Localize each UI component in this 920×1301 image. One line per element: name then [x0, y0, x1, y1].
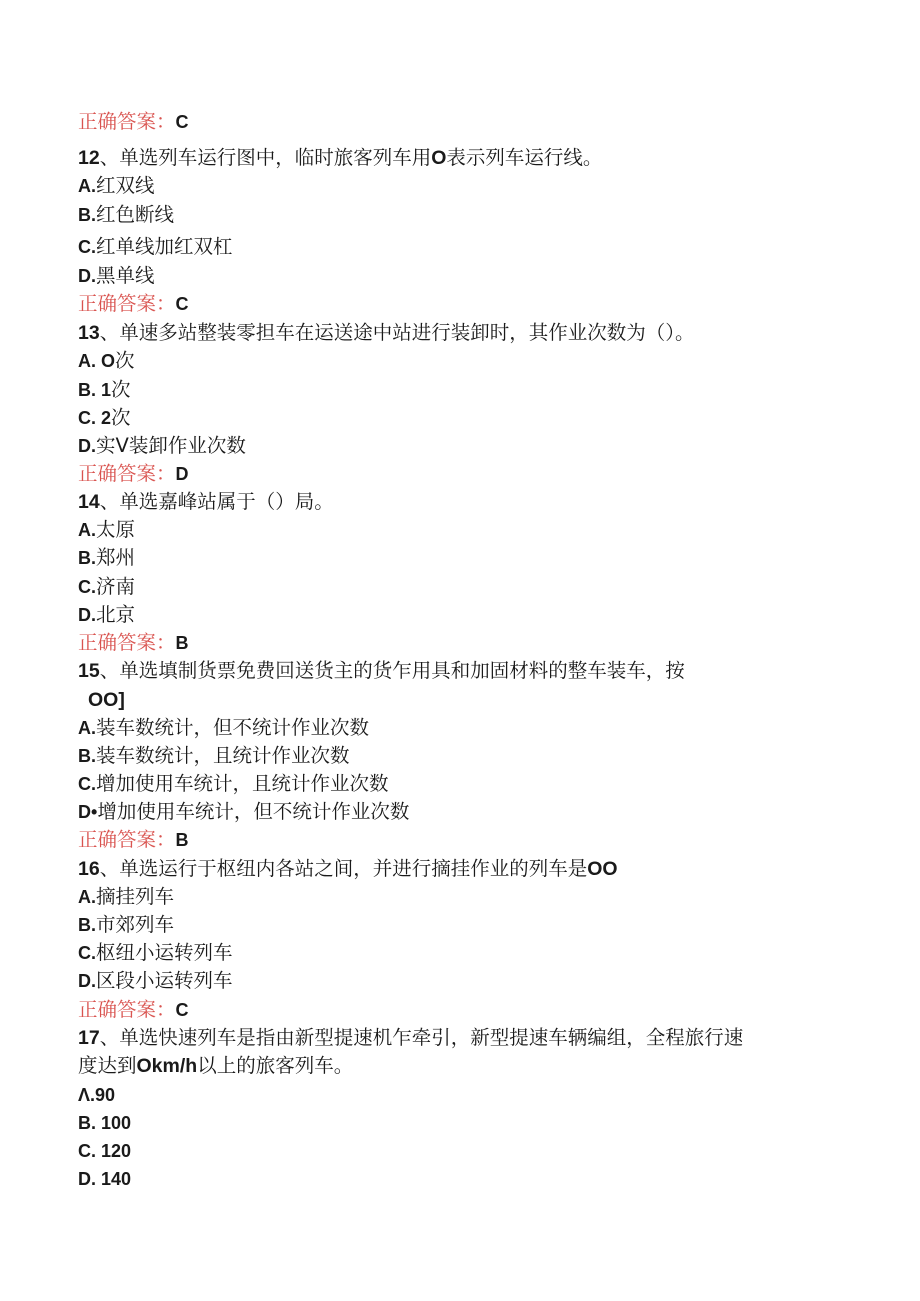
option-text: 黑单线: [96, 264, 155, 287]
option-letter: B.: [78, 746, 96, 766]
option-text: 红单线加红双杠: [96, 235, 233, 258]
option-b: [78, 912, 174, 938]
option-letter: D.: [78, 605, 96, 625]
option-text: 红双线: [96, 174, 155, 197]
option-b: [78, 743, 350, 769]
option-text: 实V装卸作业次数: [96, 434, 246, 457]
question-number: 17: [78, 1027, 100, 1049]
option-text: 太原: [96, 518, 136, 541]
option-letter: D. 140: [78, 1169, 132, 1189]
option-letter: C.: [78, 943, 96, 963]
question-continuation: [88, 687, 125, 713]
option-letter: C.: [78, 237, 96, 257]
answer-line: [78, 461, 189, 487]
question-number: 15: [78, 660, 100, 682]
question-12: [78, 145, 602, 171]
option-c: [78, 234, 233, 260]
option-letter: D.: [78, 971, 96, 991]
question-13: [78, 320, 694, 346]
answer-line: [78, 630, 189, 656]
question-17: [78, 1025, 743, 1051]
option-letter: B.: [78, 548, 96, 568]
option-letter: C.: [78, 577, 96, 597]
question-text: 、单速多站整装零担车在运送途中站进行装卸时，其作业次数为（）。: [99, 321, 695, 344]
option-d: [78, 263, 155, 289]
option-c: [78, 1138, 131, 1164]
option-letter: Λ.90: [78, 1085, 116, 1105]
option-text: 区段小运转列车: [96, 969, 233, 992]
option-c: [78, 771, 389, 797]
option-text: 红色断线: [96, 203, 175, 226]
option-text: 增加使用车统计，但不统计作业次数: [97, 800, 410, 823]
answer-line: [78, 997, 189, 1023]
option-text: 次: [111, 378, 131, 401]
question-number: 13: [78, 322, 100, 344]
answer-value: B: [175, 830, 189, 850]
option-text: 市郊列车: [96, 913, 175, 936]
question-text: 、单选列车运行图中，临时旅客列车用: [99, 146, 432, 169]
answer-label: 正确答案：: [78, 110, 176, 133]
option-letter: A.: [78, 520, 96, 540]
option-text: 郑州: [96, 546, 136, 569]
question-blank: O: [431, 147, 447, 169]
option-b: [78, 377, 131, 403]
answer-line: [78, 827, 189, 853]
question-15: [78, 658, 685, 684]
answer-label: 正确答案：: [78, 631, 176, 654]
answer-label: 正确答案：: [78, 292, 176, 315]
option-letter: A.: [78, 176, 96, 196]
option-a: [78, 884, 174, 910]
answer-value: D: [175, 464, 189, 484]
answer-line: [78, 291, 189, 317]
answer-label: 正确答案：: [78, 998, 176, 1021]
option-text: 次: [115, 349, 135, 372]
question-text: 、单选运行于枢纽内各站之间，并进行摘挂作业的列车是: [99, 857, 588, 880]
answer-value: B: [175, 633, 189, 653]
option-text: 增加使用车统计，且统计作业次数: [96, 772, 389, 795]
option-d: [78, 968, 233, 994]
answer-value: C: [175, 1000, 189, 1020]
option-letter: D.: [78, 436, 96, 456]
option-b: [78, 1110, 131, 1136]
option-b: [78, 202, 174, 228]
option-letter: C.: [78, 774, 96, 794]
option-text: 摘挂列车: [96, 885, 175, 908]
option-text: 济南: [96, 575, 136, 598]
option-d: [78, 433, 246, 459]
option-a: [78, 517, 135, 543]
option-letter: A. O: [78, 351, 116, 371]
option-b: [78, 545, 135, 571]
option-letter: C. 2: [78, 408, 112, 428]
question-16: [78, 856, 618, 882]
option-d: [78, 1166, 131, 1192]
answer-line: [78, 109, 189, 135]
option-a: [78, 715, 369, 741]
question-text-head: 度达到: [78, 1054, 137, 1077]
question-number: 12: [78, 147, 100, 169]
answer-label: 正确答案：: [78, 828, 176, 851]
option-letter: C. 120: [78, 1141, 132, 1161]
option-letter: A.: [78, 887, 96, 907]
option-c: [78, 405, 131, 431]
answer-value: C: [175, 112, 189, 132]
question-text-tail: 以上的旅客列车。: [197, 1054, 354, 1077]
question-continuation: [78, 1053, 353, 1079]
option-text: 装车数统计，但不统计作业次数: [96, 716, 370, 739]
option-text: 装车数统计，且统计作业次数: [96, 744, 350, 767]
option-letter: B.: [78, 915, 96, 935]
option-c: [78, 940, 233, 966]
option-letter: B.: [78, 205, 96, 225]
question-14: [78, 489, 334, 515]
question-text: 、单选快速列车是指由新型提速机乍牵引，新型提速车辆编组，全程旅行速: [99, 1026, 744, 1049]
question-blank: OO]: [88, 689, 125, 711]
question-blank: OO: [587, 858, 618, 880]
option-c: [78, 574, 135, 600]
option-text: 枢纽小运转列车: [96, 941, 233, 964]
option-text: 北京: [96, 603, 136, 626]
question-text-tail: 表示列车运行线。: [446, 146, 603, 169]
question-text: 、单选嘉峰站属于（）局。: [99, 490, 334, 513]
question-number: 16: [78, 858, 100, 880]
option-d: [78, 799, 409, 825]
option-a: [78, 173, 155, 199]
option-letter: D•: [78, 802, 98, 822]
option-letter: B. 100: [78, 1113, 132, 1133]
option-a: [78, 1082, 115, 1108]
answer-value: C: [175, 294, 189, 314]
option-text: 次: [111, 406, 131, 429]
option-letter: A.: [78, 718, 96, 738]
question-blank: Okm/h: [136, 1055, 198, 1077]
question-number: 14: [78, 491, 100, 513]
answer-label: 正确答案：: [78, 462, 176, 485]
question-text: 、单选填制货票免费回送货主的货乍用具和加固材料的整车装车，按: [99, 659, 685, 682]
option-letter: D.: [78, 266, 96, 286]
option-a: [78, 348, 135, 374]
option-letter: B. 1: [78, 380, 112, 400]
option-d: [78, 602, 135, 628]
